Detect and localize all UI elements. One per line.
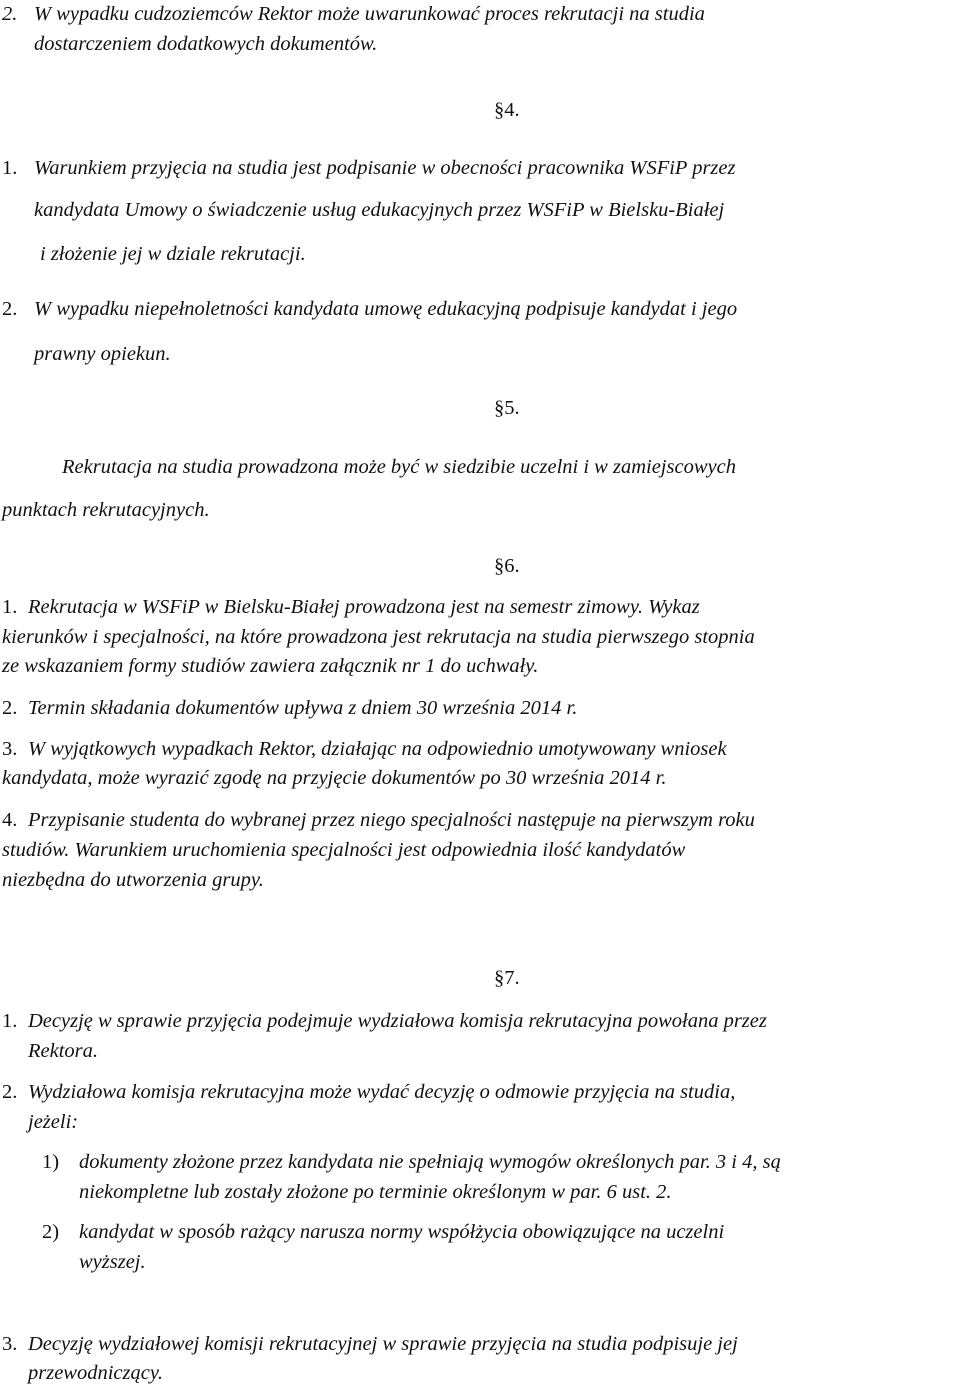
paragraph-line: kandydat w sposób rażący narusza normy współżycia obowiązujące na uczelni <box>79 1221 725 1243</box>
list-number: 3. <box>2 1333 18 1355</box>
section-heading: §6. <box>494 555 520 577</box>
paragraph-line: ze wskazaniem formy studiów zawiera załącznik nr 1 do uchwały. <box>2 655 539 677</box>
list-number: 2. <box>2 3 18 25</box>
list-number: 2. <box>2 1081 18 1103</box>
paragraph-line: W wypadku niepełnoletności kandydata umowę edukacyjną podpisuje kandydat i jego <box>34 298 738 320</box>
list-number: 1. <box>2 1010 18 1032</box>
list-number: 1) <box>42 1151 60 1173</box>
list-number: 2) <box>42 1221 60 1243</box>
paragraph-line: przewodniczący. <box>28 1362 163 1384</box>
paragraph-line: Przypisanie studenta do wybranej przez niego specjalności następuje na pierwszym roku <box>28 809 755 831</box>
list-number: 2. <box>2 697 18 719</box>
paragraph-line: kandydata Umowy o świadczenie usług edukacyjnych przez WSFiP w Bielsku-Białej <box>34 199 725 221</box>
paragraph-line: punktach rekrutacyjnych. <box>2 499 210 521</box>
paragraph-line: prawny opiekun. <box>34 343 171 365</box>
text: W wypadku cudzoziemców Rektor może uwarunkować proces rekrutacji na studia <box>34 3 705 25</box>
section-heading: §4. <box>494 99 520 121</box>
list-number: 1. <box>2 157 18 179</box>
list-number: 3. <box>2 738 18 760</box>
paragraph-line: Rektora. <box>28 1040 99 1062</box>
paragraph-line: niekompletne lub zostały złożone po terminie określonym w par. 6 ust. 2. <box>79 1181 672 1203</box>
paragraph-line: Decyzję w sprawie przyjęcia podejmuje wydziałowa komisja rekrutacyjna powołana przez <box>28 1010 767 1032</box>
paragraph-line: Decyzję wydziałowej komisji rekrutacyjnej w sprawie przyjęcia na studia podpisuje jej <box>28 1333 738 1355</box>
paragraph-line: jeżeli: <box>28 1111 79 1133</box>
paragraph-line: Wydziałowa komisja rekrutacyjna może wydać decyzję o odmowie przyjęcia na studia, <box>28 1081 736 1103</box>
paragraph-line: W wyjątkowych wypadkach Rektor, działając na odpowiednio umotywowany wniosek <box>28 738 727 760</box>
list-number: 4. <box>2 809 18 831</box>
paragraph-line: Rekrutacja w WSFiP w Bielsku-Białej prowadzona jest na semestr zimowy. Wykaz <box>28 596 700 618</box>
paragraph-line <box>34 0 956 28</box>
paragraph-line: kandydata, może wyrazić zgodę na przyjęcie dokumentów po 30 września 2014 r. <box>2 767 667 789</box>
paragraph-line: dokumenty złożone przez kandydata nie spełniają wymogów określonych par. 3 i 4, są <box>79 1151 781 1173</box>
paragraph-line: Warunkiem przyjęcia na studia jest podpisanie w obecności pracownika WSFiP przez <box>34 157 736 179</box>
list-number: 2. <box>2 298 18 320</box>
paragraph-line: niezbędna do utworzenia grupy. <box>2 869 264 891</box>
list-number: 1. <box>2 596 18 618</box>
section-heading: §5. <box>494 397 520 419</box>
paragraph-line: kierunków i specjalności, na które prowadzona jest rekrutacja na studia pierwszego stopnia <box>2 626 755 648</box>
paragraph-line: Termin składania dokumentów upływa z dniem 30 września 2014 r. <box>28 697 578 719</box>
paragraph-line: wyższej. <box>79 1251 146 1273</box>
paragraph-line: Rekrutacja na studia prowadzona może być w siedzibie uczelni i w zamiejscowych <box>62 456 736 478</box>
section-heading: §7. <box>494 967 520 989</box>
paragraph-line: i złożenie jej w dziale rekrutacji. <box>40 243 306 265</box>
paragraph-line: studiów. Warunkiem uruchomienia specjalności jest odpowiednia ilość kandydatów <box>2 839 686 861</box>
paragraph-line: dostarczeniem dodatkowych dokumentów. <box>34 33 378 55</box>
